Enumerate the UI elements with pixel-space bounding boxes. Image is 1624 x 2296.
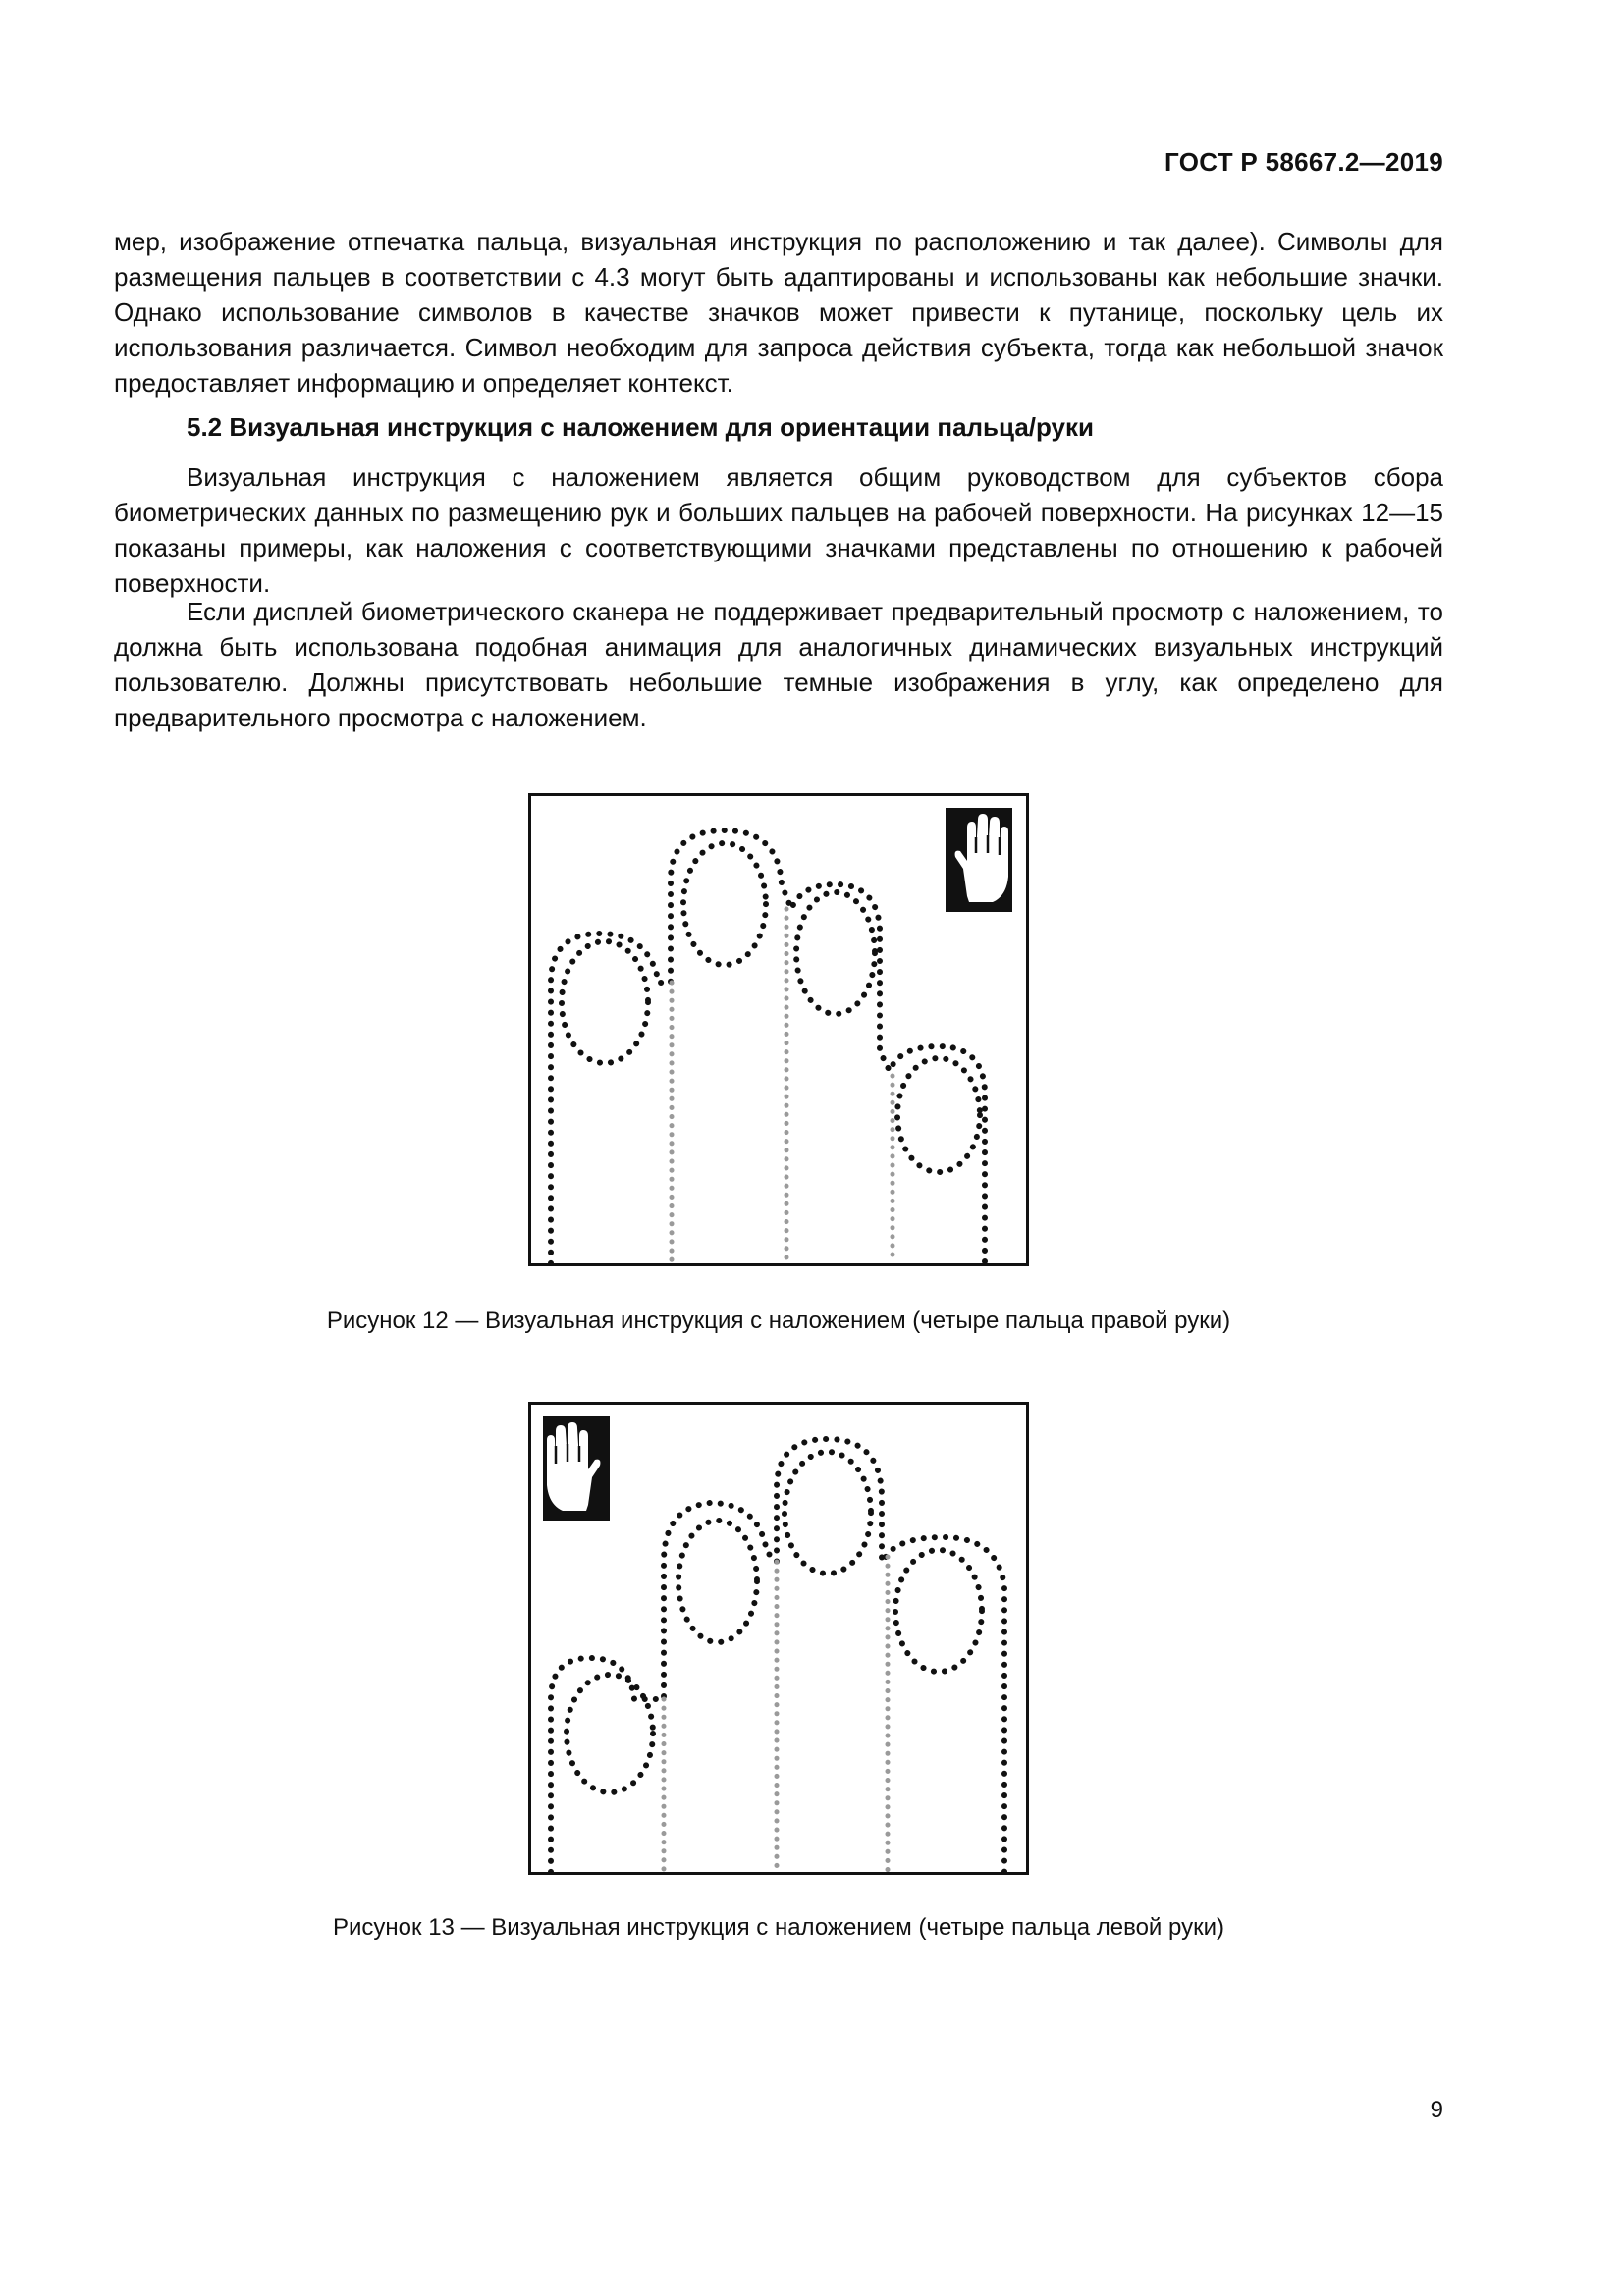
page-number: 9 — [1430, 2097, 1443, 2123]
fingertip-oval — [683, 843, 766, 965]
fingertip-oval — [897, 1058, 980, 1172]
figure-12-right-hand-overlay — [528, 793, 1029, 1266]
document-header: ГОСТ Р 58667.2—2019 — [1164, 147, 1443, 177]
section-heading: 5.2 Визуальная инструкция с наложением для ориентации пальца/руки — [187, 412, 1095, 442]
finger-overlay-diagram — [531, 796, 1026, 1263]
paragraph-text: мер, изображение отпечатка пальца, визуальная инструкция по расположению и так далее). Символы для размещения пальцев в соответствии с 4.3 могут быть адаптированы и использованы как небольшие значки. Однако использование символов в качестве значков может привести к путанице, поскольку цель их использования различается. Символ необходим для запроса действия субъекта, тогда как небольшой значок предоставляет информацию и определяет контекст. — [114, 227, 1443, 398]
fingertip-oval — [562, 941, 648, 1063]
paragraph-text: Если дисплей биометрического сканера не поддерживает предварительный просмотр с наложением, то должна быть использована подобная анимация для аналогичных динамических визуальных инструкций пользователю. Должны присутствовать небольшие темные изображения в углу, как определено для предварительного просмотра с наложением. — [114, 597, 1443, 732]
figure-12-caption: Рисунок 12 — Визуальная инструкция с наложением (четыре пальца правой руки) — [326, 1308, 1231, 1334]
finger-overlay-diagram — [531, 1405, 1026, 1872]
paragraph-2 — [114, 459, 1443, 601]
paragraph-3 — [114, 594, 1443, 735]
fingertip-oval — [567, 1675, 653, 1792]
paragraph-text: Визуальная инструкция с наложением является общим руководством для субъектов сбора биометрических данных по размещению рук и больших пальцев на рабочей поверхности. На рисунках 12—15 показаны примеры, как наложения с соответствующими значками представлены по отношению к рабочей поверхности. — [114, 462, 1443, 598]
fingertip-oval — [895, 1550, 982, 1672]
figure-13-left-hand-overlay — [528, 1402, 1029, 1875]
figure-13-caption: Рисунок 13 — Визуальная инструкция с наложением (четыре пальца левой руки) — [333, 1914, 1224, 1941]
fingertip-oval — [678, 1521, 757, 1642]
fingertip-oval — [796, 892, 875, 1014]
hand-icon — [543, 1416, 610, 1521]
paragraph-1 — [114, 224, 1443, 400]
fingertip-oval — [785, 1452, 871, 1574]
hand-icon — [946, 808, 1012, 912]
finger-outline — [551, 1439, 1004, 1872]
